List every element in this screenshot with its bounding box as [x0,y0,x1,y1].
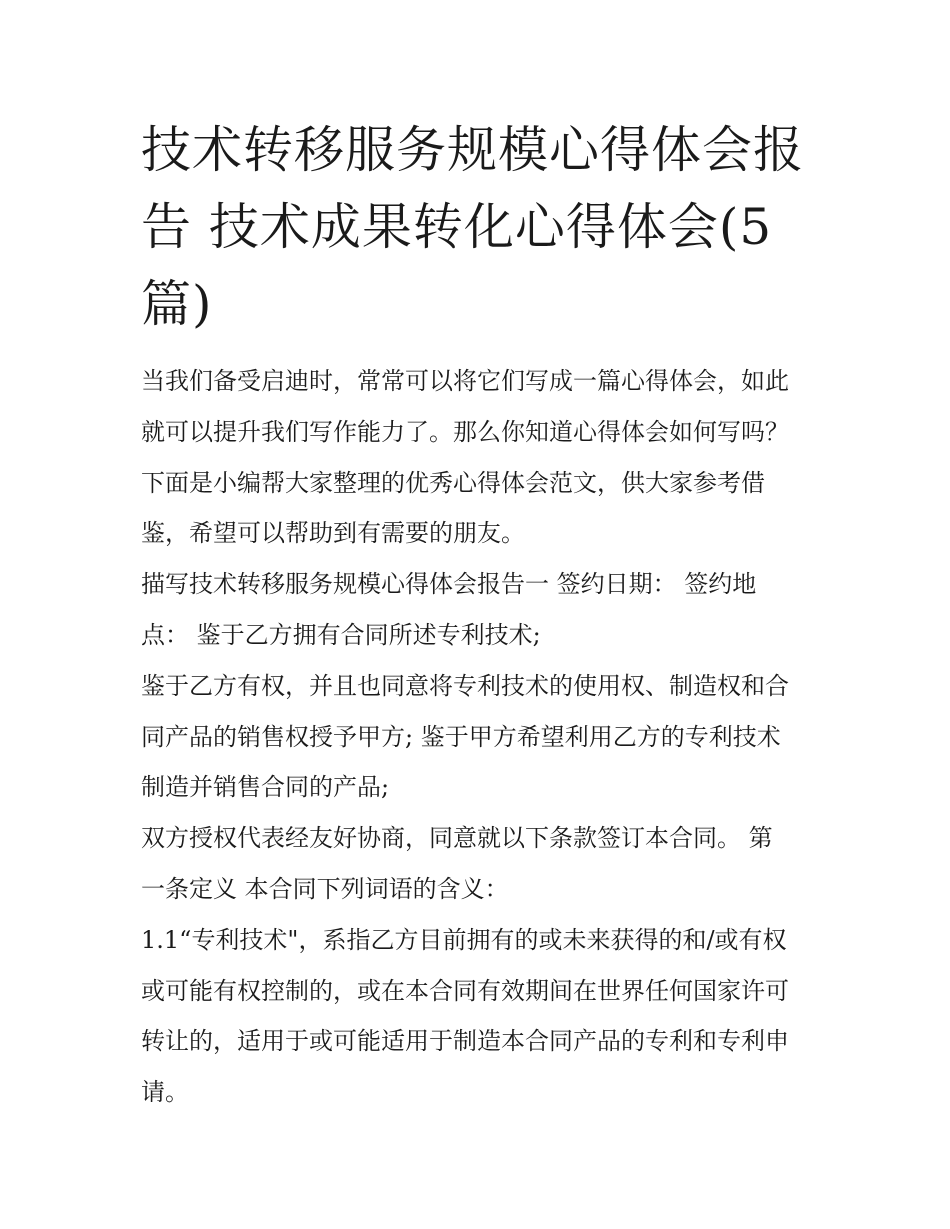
body-line: 一条定义 本合同下列词语的含义： [141,874,509,903]
body-line: 1.1“专利技术"，系指乙方目前拥有的或未来获得的和/或有权 [141,925,787,954]
body-line: 就可以提升我们写作能力了。那么你知道心得体会如何写吗？ [141,417,789,446]
body-line: 下面是小编帮大家整理的优秀心得体会范文，供大家参考借 [141,468,765,497]
title-line: 篇) [141,275,213,333]
body-line: 制造并销售合同的产品; [141,773,390,802]
body-line: 鉴于乙方有权，并且也同意将专利技术的使用权、制造权和合 [141,671,789,700]
body-line: 鉴，希望可以帮助到有需要的朋友。 [141,519,525,548]
document-title [141,112,821,343]
title-line: 技术转移服务规模心得体会报 [141,121,804,179]
body-line: 同产品的销售权授予甲方; 鉴于甲方希望利用乙方的专利技术 [141,722,781,751]
body-line: 当我们备受启迪时，常常可以将它们写成一篇心得体会，如此 [141,367,789,395]
body-line: 描写技术转移服务规模心得体会报告一 签约日期： 签约地 [141,570,757,599]
title-line: 告 技术成果转化心得体会(5 [141,198,773,256]
body-line: 请。 [141,1078,189,1107]
body-line: 转让的，适用于或可能适用于制造本合同产品的专利和专利申 [141,1027,789,1056]
body-line: 或可能有权控制的，或在本合同有效期间在世界任何国家许可 [141,976,789,1005]
document-body [141,356,831,1118]
body-line: 双方授权代表经友好协商，同意就以下条款签订本合同。 第 [141,824,773,853]
body-line: 点： 鉴于乙方拥有合同所述专利技术; [141,620,541,649]
